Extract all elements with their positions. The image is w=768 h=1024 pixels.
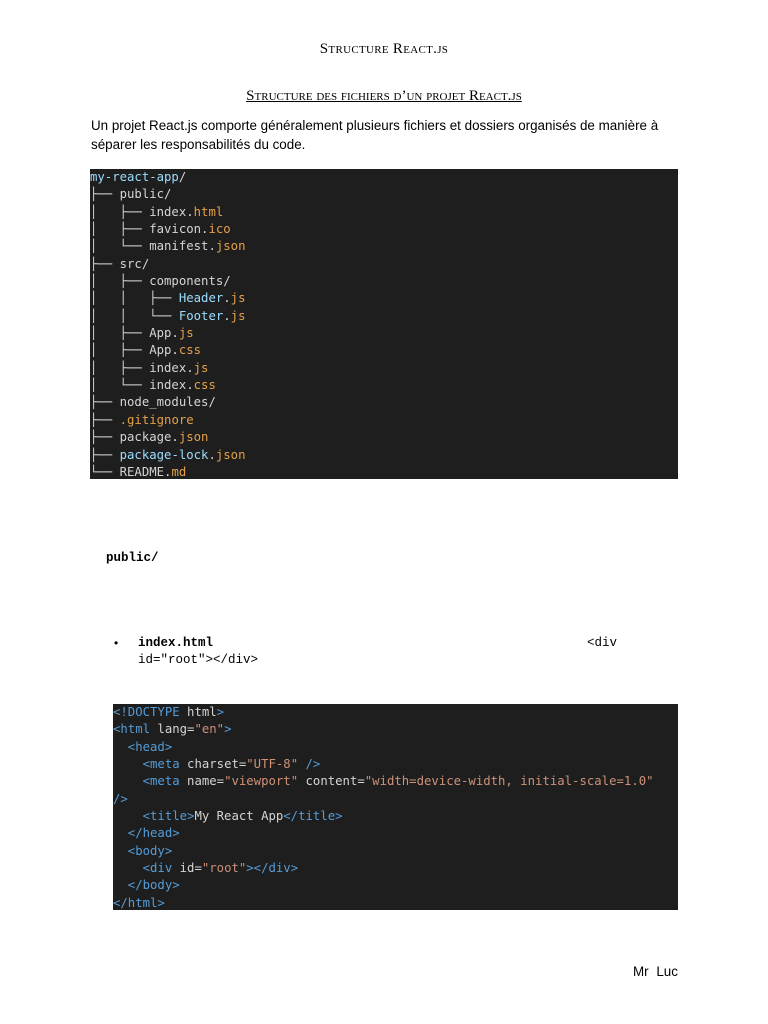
code-token: js: [230, 291, 246, 306]
tree-line: [90, 360, 678, 377]
tree-line: [90, 429, 678, 446]
code-line: [113, 739, 678, 756]
code-token: ico: [208, 222, 231, 237]
tree-line: [90, 238, 678, 255]
code-token: </body>: [113, 878, 180, 893]
tree-line: [90, 308, 678, 325]
code-token: My React App: [194, 809, 284, 824]
code-token: my-react-app: [90, 170, 179, 184]
code-token: charset=: [187, 757, 247, 772]
code-token: </title>: [283, 809, 343, 824]
code-token: <html: [113, 722, 158, 737]
code-token: css: [178, 343, 202, 358]
tree-line: [90, 394, 678, 411]
code-token: />: [113, 791, 128, 806]
code-token: <meta: [113, 757, 188, 772]
code-token: Header: [178, 291, 224, 306]
code-line: [113, 773, 678, 790]
tree-line: [90, 221, 678, 238]
tree-line: [90, 447, 678, 464]
document-header-title: Structure React.js: [319, 41, 449, 57]
code-token: js: [193, 360, 209, 375]
code-token: └── README.: [90, 464, 172, 479]
code-token: id=: [179, 861, 202, 876]
code-line: [113, 756, 678, 773]
code-token: <!DOCTYPE: [113, 705, 188, 719]
code-token: /: [178, 170, 187, 184]
tree-line: [90, 256, 678, 273]
code-token: │ ├── App.: [90, 326, 179, 341]
code-token: ></div>: [246, 861, 299, 876]
code-token: package-lock: [119, 447, 209, 462]
tree-line: [90, 204, 678, 221]
code-token: <meta: [113, 774, 188, 789]
code-token: />: [298, 757, 321, 772]
code-token: <head>: [113, 739, 173, 754]
code-token: .: [223, 308, 231, 323]
code-token: lang=: [157, 722, 195, 737]
code-token: Footer: [178, 308, 224, 323]
tree-line: [90, 290, 678, 307]
code-token: json: [215, 447, 246, 462]
code-token: .gitignore: [119, 412, 194, 427]
code-token: "width=device-width, initial-scale=1.0": [364, 774, 654, 789]
code-line: [113, 721, 678, 738]
code-token: │ ├── favicon.: [90, 222, 209, 237]
code-token: "root": [201, 861, 247, 876]
code-token: │ └── manifest.: [90, 239, 216, 254]
code-line: [113, 860, 678, 877]
index-html-code-block: [113, 704, 678, 910]
public-folder-label: public/: [106, 551, 159, 565]
code-token: ├──: [90, 412, 120, 427]
div-root-fragment-end: id="root"></div>: [138, 653, 259, 667]
tree-line: [90, 325, 678, 342]
code-line: [113, 808, 678, 825]
code-token: ├── public/: [90, 187, 172, 202]
code-token: <body>: [113, 843, 173, 858]
code-token: >: [224, 722, 232, 737]
code-token: .: [223, 291, 231, 306]
code-token: ├──: [90, 447, 120, 462]
code-token: content=: [298, 774, 365, 789]
code-token: js: [178, 326, 194, 341]
code-line: [113, 825, 678, 842]
tree-line: [90, 464, 678, 479]
code-token: <title>: [113, 809, 195, 824]
code-token: json: [215, 239, 246, 254]
code-token: ├── package.: [90, 430, 179, 445]
code-token: json: [178, 430, 209, 445]
code-token: </head>: [113, 826, 180, 841]
code-token: "en": [194, 722, 225, 737]
code-token: css: [193, 378, 216, 393]
code-line: [113, 843, 678, 860]
code-token: name=: [187, 774, 225, 789]
code-token: │ ├── components/: [90, 274, 231, 289]
code-token: "viewport": [224, 774, 299, 789]
file-tree-code-block: [90, 169, 678, 479]
code-token: >: [216, 705, 225, 719]
div-root-fragment-start: <div: [587, 636, 618, 650]
code-line: [113, 704, 678, 721]
bullet-icon: •: [114, 636, 119, 650]
code-token: │ │ ├──: [90, 291, 179, 306]
tree-line: [90, 412, 678, 429]
index-html-label: index.html: [138, 636, 214, 650]
tree-line: [90, 342, 678, 359]
code-token: │ ├── index.: [90, 204, 194, 219]
code-line: [113, 791, 678, 808]
code-token: ├── src/: [90, 256, 150, 271]
code-token: </html>: [113, 895, 165, 910]
code-token: "UTF-8": [246, 757, 299, 772]
code-token: html: [187, 705, 217, 719]
code-token: .: [208, 447, 216, 462]
intro-paragraph: Un projet React.js comporte généralement plusieurs fichiers et dossiers organisés de manière à séparer les responsabilités du code.: [91, 118, 659, 152]
code-token: html: [193, 204, 224, 219]
code-token: md: [171, 464, 187, 479]
code-line: [113, 877, 678, 894]
code-token: <div: [113, 861, 180, 876]
code-token: js: [230, 308, 246, 323]
tree-line: [90, 169, 678, 186]
code-token: ├── node_modules/: [90, 395, 216, 410]
code-line: [113, 895, 678, 910]
code-token: │ │ └──: [90, 308, 179, 323]
code-token: │ ├── index.: [90, 360, 194, 375]
footer-author: Mr Luc: [633, 964, 678, 979]
tree-line: [90, 377, 678, 394]
code-token: │ └── index.: [90, 378, 194, 393]
code-token: │ ├── App.: [90, 343, 179, 358]
section-title: Structure des fichiers d’un projet React.js: [246, 88, 522, 104]
tree-line: [90, 186, 678, 203]
tree-line: [90, 273, 678, 290]
